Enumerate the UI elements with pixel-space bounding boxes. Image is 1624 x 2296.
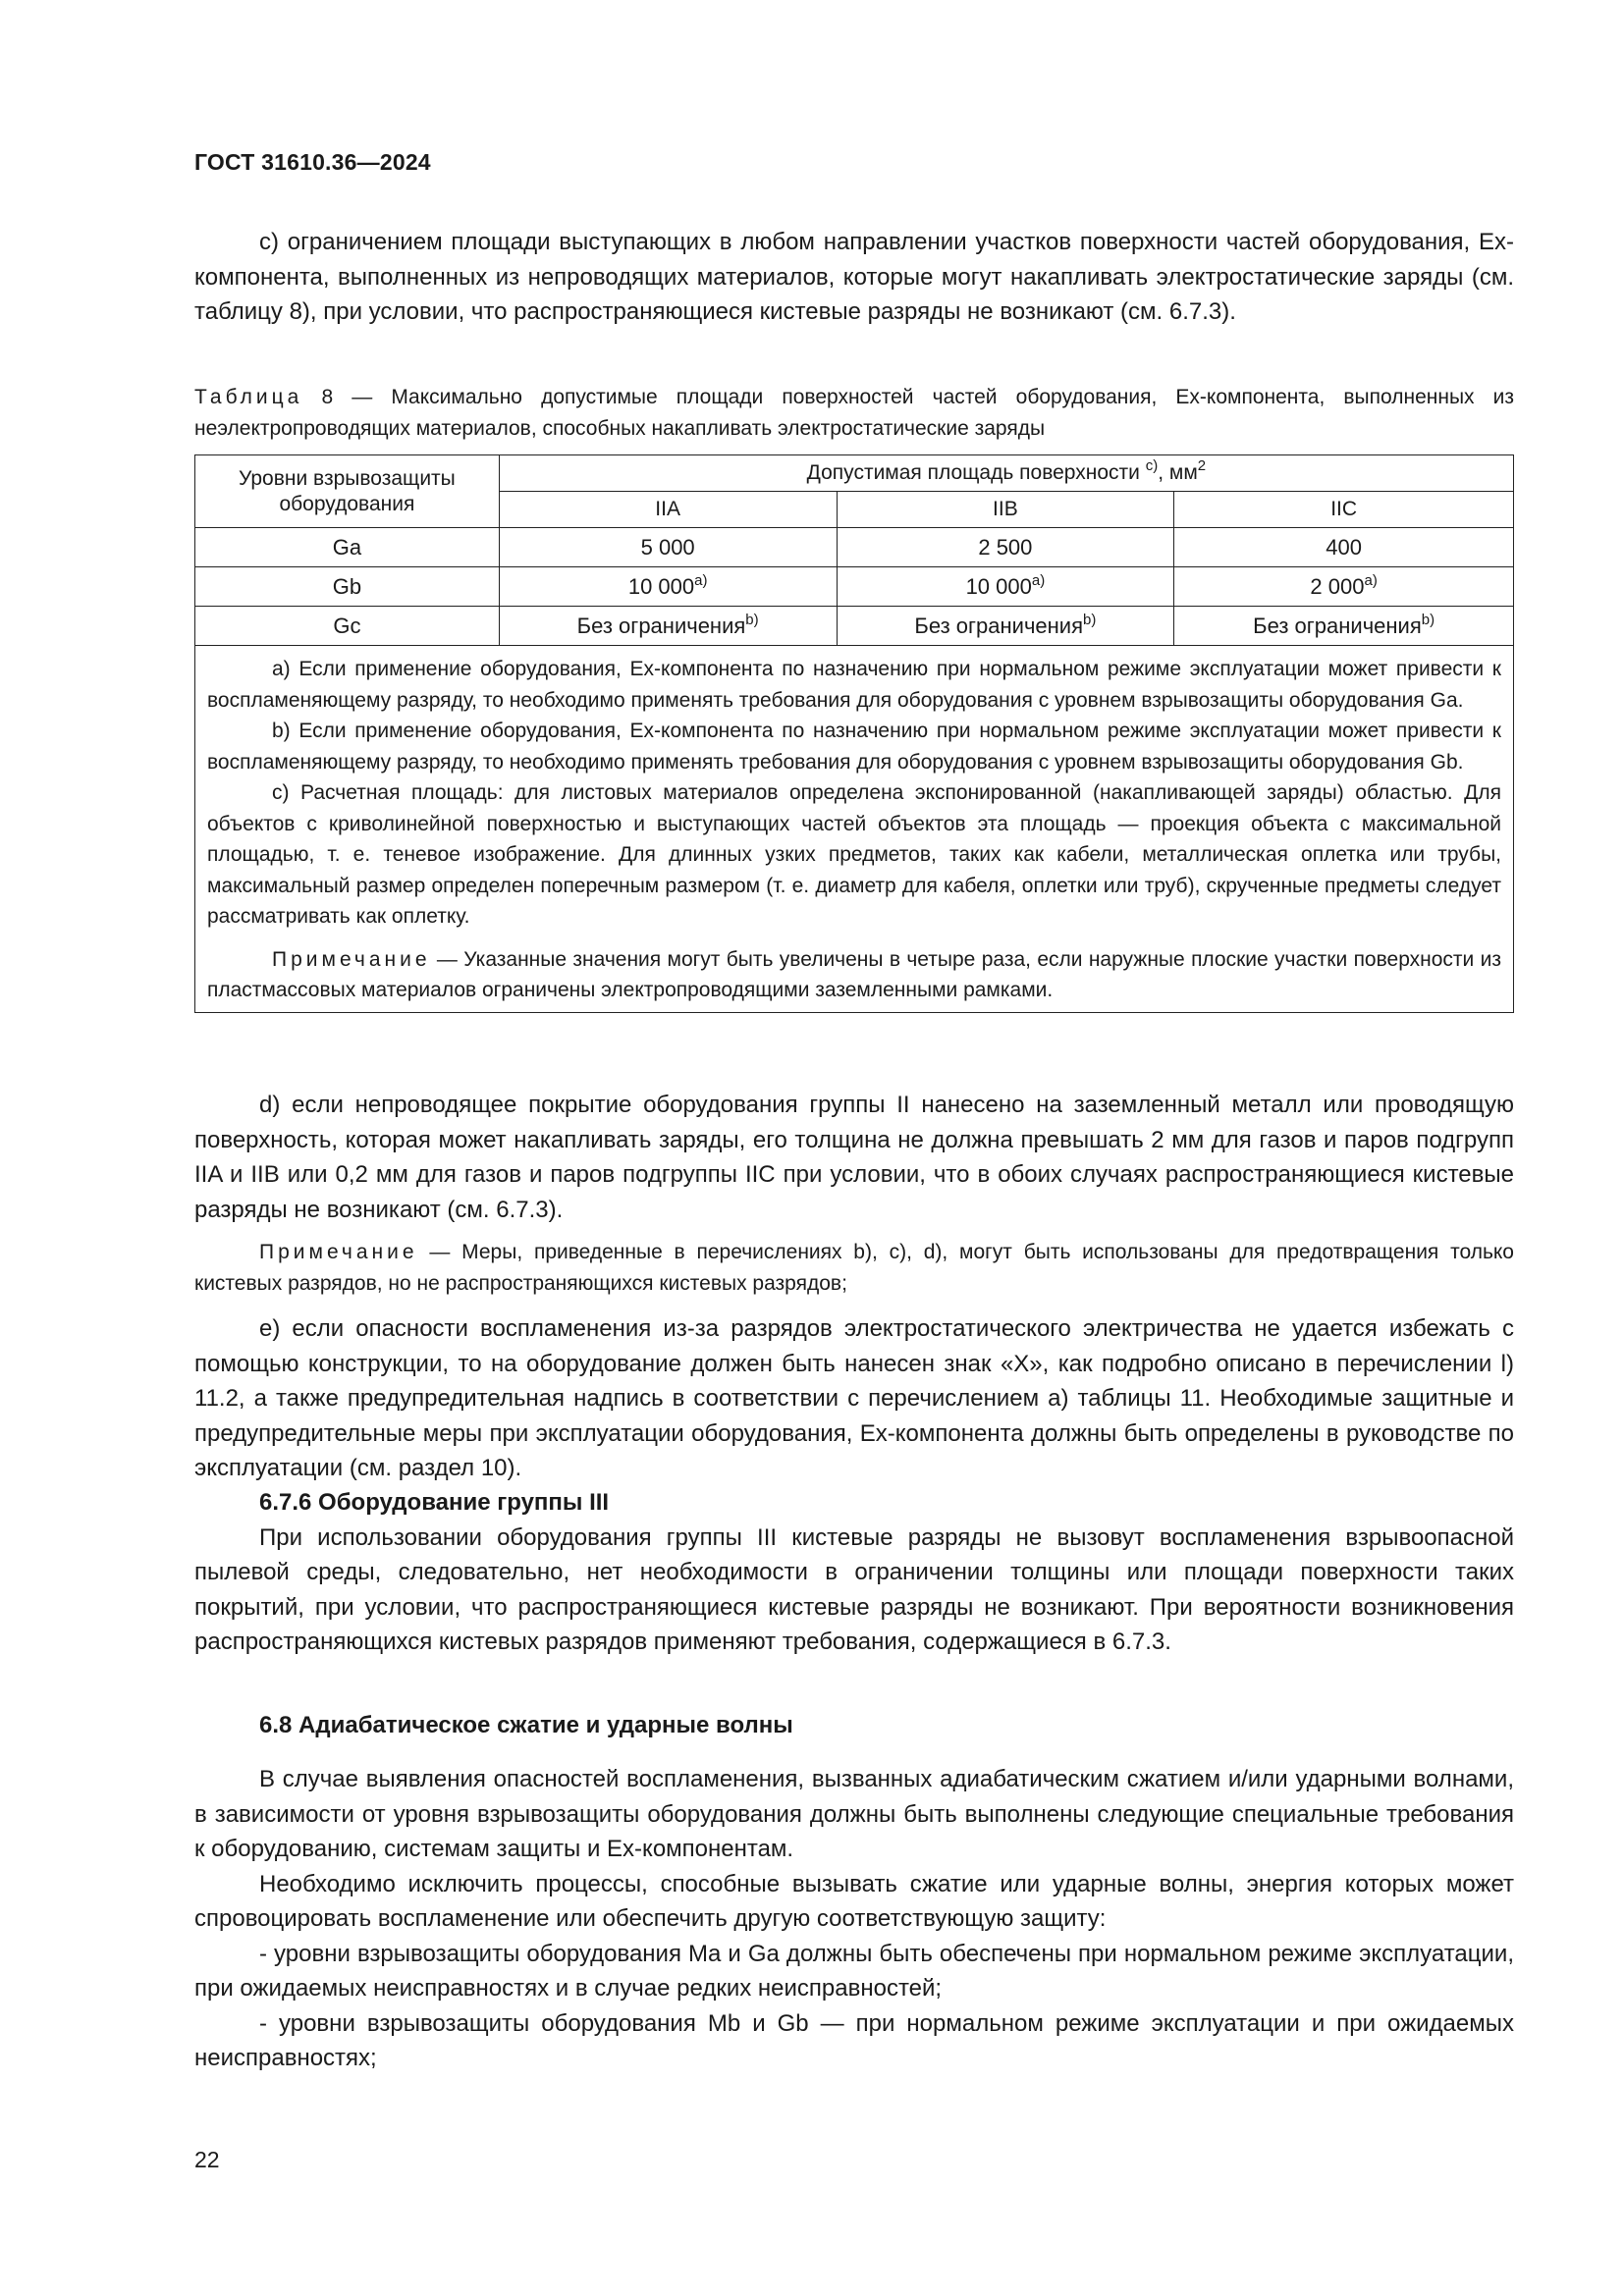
- heading-676: 6.7.6 Оборудование группы III: [259, 1489, 610, 1516]
- subcol-iib: IIB: [837, 492, 1174, 528]
- footnote-c: c) Расчетная площадь: для листовых материалов определена экспонированной (накапливающей заряды) областью. Для объектов с криволинейной поверхностью и выступающих частей объектов эта площадь — проекция объекта с максимальной площадью, т. е. теневое изображение. Для длинных узких предметов, таких как кабели, металлическая оплетка или трубы, максимальный размер определен поперечным размером (т. е. диаметр для кабеля, оплетки или труб), скрученные предметы следует рассматривать как оплетку.: [207, 781, 1501, 928]
- col-header-levels: Уровни взрывозащиты оборудования: [195, 455, 500, 528]
- row-level-cell: Gb: [195, 567, 500, 607]
- surface-area-table: [194, 454, 1514, 1013]
- row-value-cell: 10 000$^{a)}$: [499, 567, 837, 607]
- row-value-cell: 400: [1174, 528, 1514, 567]
- row-value-cell: Без ограничения$^{b)}$: [1174, 607, 1514, 646]
- subcol-iic: IIC: [1174, 492, 1514, 528]
- paragraph-e: e) если опасности воспламенения из-за разрядов электростатического электричества не удается избежать с помощью конструкции, то на оборудование должен быть нанесен знак «X», как подробно описано в перечислении l) 11.2, а также предупредительная надпись в соответствии с перечислением a) таблицы 11. Необходимые защитные и предупредительные меры при эксплуатации оборудования, Ex-компонента должны быть определены в руководстве по эксплуатации (см. раздел 10).: [194, 1315, 1514, 1481]
- note-2: Примечание — Меры, приведенные в перечислениях b), c), d), могут быть использованы для предотвращения только кистевых разрядов, но не распространяющихся кистевых разрядов;: [194, 1241, 1514, 1295]
- section-68-body: [194, 1762, 1514, 2076]
- table-caption-word: Таблица: [194, 386, 303, 408]
- table-row: [195, 567, 1514, 607]
- subcol-iia: IIA: [499, 492, 837, 528]
- document-header: ГОСТ 31610.36—2024: [194, 149, 431, 175]
- section-68: [194, 1708, 1514, 1743]
- col-header-group: Допустимая площадь поверхности $^{c)}$, $мм^2$: [499, 455, 1513, 492]
- section-676: [194, 1485, 1514, 1660]
- table-row: [195, 607, 1514, 646]
- page-number: 22: [194, 2147, 220, 2172]
- row-value-cell: 2 500: [837, 528, 1174, 567]
- row-level-cell: Ga: [195, 528, 500, 567]
- list-item: - уровни взрывозащиты оборудования Ma и Ga должны быть обеспечены при нормальном режиме эксплуатации, при ожидаемых неисправностях и в случае редких неисправностей;: [194, 1940, 1514, 2002]
- table-footnotes: [195, 646, 1514, 1013]
- paragraph-d: d) если непроводящее покрытие оборудования группы II нанесено на заземленный металл или проводящую поверхность, которая может накапливать заряды, его толщина не должна превышать 2 мм для газов и паров подгрупп IIA и IIB или 0,2 мм для газов и паров подгруппы IIC при условии, что в обоих случаях распространяющиеся кистевые разряды не возникают (см. 6.7.3).: [194, 1092, 1514, 1223]
- paragraph-c: c) ограничением площади выступающих в любом направлении участков поверхности частей оборудования, Ex-компонента, выполненных из непроводящих материалов, которые могут накапливать электростатические заряды (см. таблицу 8), при условии, что распространяющиеся кистевые разряды не возникают (см. 6.7.3).: [194, 229, 1514, 325]
- footnote-b: b) Если применение оборудования, Ex-компонента по назначению при нормальном режиме эксплуатации может привести к воспламеняющему разряду, то необходимо применять требования для оборудования с уровнем взрывозащиты оборудования Gb.: [207, 720, 1501, 774]
- paragraph-676: При использовании оборудования группы III кистевые разряды не вызовут воспламенения взрывоопасной пылевой среды, следовательно, нет необходимости в ограничении толщины или площади поверхности таких покрытий, при условии, что распространяющиеся кистевые разряды не возникают. При вероятности возникновения распространяющихся кистевых разрядов применяют требования, содержащиеся в 6.7.3.: [194, 1523, 1514, 1655]
- table-note: Примечание — Указанные значения могут быть увеличены в четыре раза, если наружные плоские участки поверхности из пластмассовых материалов ограничены электропроводящими заземленными рамками.: [207, 947, 1501, 1001]
- table-caption: [194, 382, 1514, 445]
- row-value-cell: 2 000$^{a)}$: [1174, 567, 1514, 607]
- footnote-a: a) Если применение оборудования, Ex-компонента по назначению при нормальном режиме эксплуатации может привести к воспламеняющему разряду, то необходимо применять требования для оборудования с уровнем взрывозащиты оборудования Ga.: [207, 658, 1501, 712]
- list-item: - уровни взрывозащиты оборудования Mb и Gb — при нормальном режиме эксплуатации и при ожидаемых неисправностях;: [194, 2009, 1514, 2071]
- row-value-cell: Без ограничения$^{b)}$: [499, 607, 837, 646]
- table-row: [195, 528, 1514, 567]
- heading-68: 6.8 Адиабатическое сжатие и ударные волны: [259, 1712, 793, 1738]
- paragraph-68-1: В случае выявления опасностей воспламенения, вызванных адиабатическим сжатием и/или ударными волнами, в зависимости от уровня взрывозащиты оборудования должны быть выполнены следующие специальные требования к оборудованию, системам защиты и Ex-компонентам.: [194, 1766, 1514, 1862]
- row-value-cell: 10 000$^{a)}$: [837, 567, 1174, 607]
- row-level-cell: Gc: [195, 607, 500, 646]
- paragraph-68-2: Необходимо исключить процессы, способные вызывать сжатие или ударные волны, энергия которых может спровоцировать воспламенение или обеспечить другую соответствующую защиту:: [194, 1870, 1514, 1932]
- row-value-cell: Без ограничения$^{b)}$: [837, 607, 1174, 646]
- table-caption-text: 8 — Максимально допустимые площади поверхностей частей оборудования, Ex-компонента, выполненных из неэлектропроводящих материалов, способных накапливать электростатические заряды: [194, 386, 1514, 440]
- row-value-cell: 5 000: [499, 528, 837, 567]
